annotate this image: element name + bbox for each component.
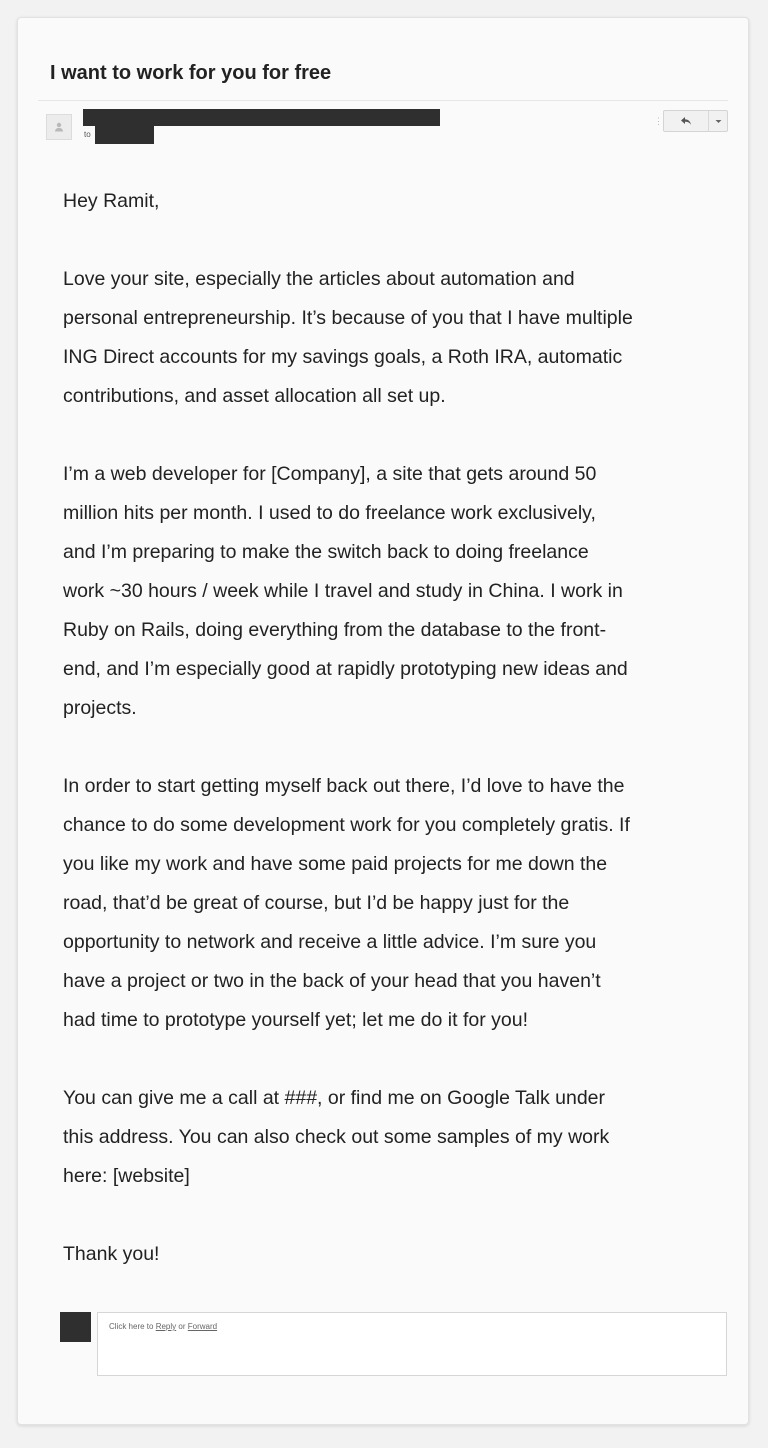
body-line: opportunity to network and receive a little advice. I’m sure you — [63, 931, 597, 953]
body-line: contributions, and asset allocation all set up. — [63, 385, 446, 407]
body-line: personal entrepreneurship. It’s because of you that I have multiple — [63, 307, 633, 329]
body-line: had time to prototype yourself yet; let me do it for you! — [63, 1009, 528, 1031]
email-subject: I want to work for you for free — [50, 62, 332, 84]
subject-divider — [38, 100, 728, 101]
body-line: ING Direct accounts for my savings goals, a Roth IRA, automatic — [63, 346, 623, 368]
reply-button-group — [663, 110, 728, 132]
timestamp-marker: ⋮ — [654, 116, 663, 126]
body-line: and I’m preparing to make the switch back to doing freelance — [63, 541, 589, 563]
reply-link[interactable]: Reply — [155, 1322, 177, 1331]
paragraph-1 — [63, 260, 713, 416]
paragraph-3 — [63, 767, 713, 1040]
paragraph-4 — [63, 1079, 713, 1196]
to-label: to — [84, 130, 91, 139]
body-line: road, that’d be great of course, but I’d be happy just for the — [63, 892, 570, 914]
body-line: You can give me a call at ###, or find me on Google Talk under — [63, 1087, 606, 1109]
greeting — [63, 182, 713, 221]
body-line: Love your site, especially the articles about automation and — [63, 268, 575, 290]
body-line: you like my work and have some paid projects for me down the — [63, 853, 608, 875]
recipient-redacted — [95, 126, 154, 144]
body-line: chance to do some development work for you completely gratis. If — [63, 814, 630, 836]
reply-prompt-prefix: Click here to — [109, 1322, 154, 1331]
reply-prompt-or: or — [178, 1322, 186, 1331]
body-line: In order to start getting myself back out there, I’d love to have the — [63, 775, 625, 797]
body-line: I’m a web developer for [Company], a site that gets around 50 — [63, 463, 597, 485]
body-line: projects. — [63, 697, 137, 719]
email-body — [63, 182, 713, 1274]
body-line: Ruby on Rails, doing everything from the database to the front- — [63, 619, 607, 641]
person-icon — [53, 121, 65, 133]
chevron-down-icon — [715, 119, 722, 124]
forward-link[interactable]: Forward — [187, 1322, 218, 1331]
reply-arrow-icon — [680, 116, 692, 126]
sender-name-redacted — [83, 109, 440, 126]
closing-line: Thank you! — [63, 1243, 160, 1265]
reply-button[interactable] — [664, 111, 709, 131]
body-line: million hits per month. I used to do freelance work exclusively, — [63, 502, 596, 524]
body-line: work ~30 hours / week while I travel and study in China. I work in — [63, 580, 623, 602]
paragraph-2 — [63, 455, 713, 728]
user-avatar-redacted — [60, 1312, 91, 1342]
body-line: this address. You can also check out some samples of my work — [63, 1126, 610, 1148]
more-options-button[interactable] — [709, 111, 727, 131]
email-card — [17, 17, 749, 1425]
closing — [63, 1235, 713, 1274]
quick-reply-box[interactable] — [97, 1312, 727, 1376]
reply-prompt — [109, 1322, 217, 1331]
sender-avatar — [46, 114, 72, 140]
body-line: end, and I’m especially good at rapidly prototyping new ideas and — [63, 658, 628, 680]
body-line: have a project or two in the back of your head that you haven’t — [63, 970, 601, 992]
greeting-line: Hey Ramit, — [63, 190, 160, 212]
body-line: here: [website] — [63, 1165, 190, 1187]
